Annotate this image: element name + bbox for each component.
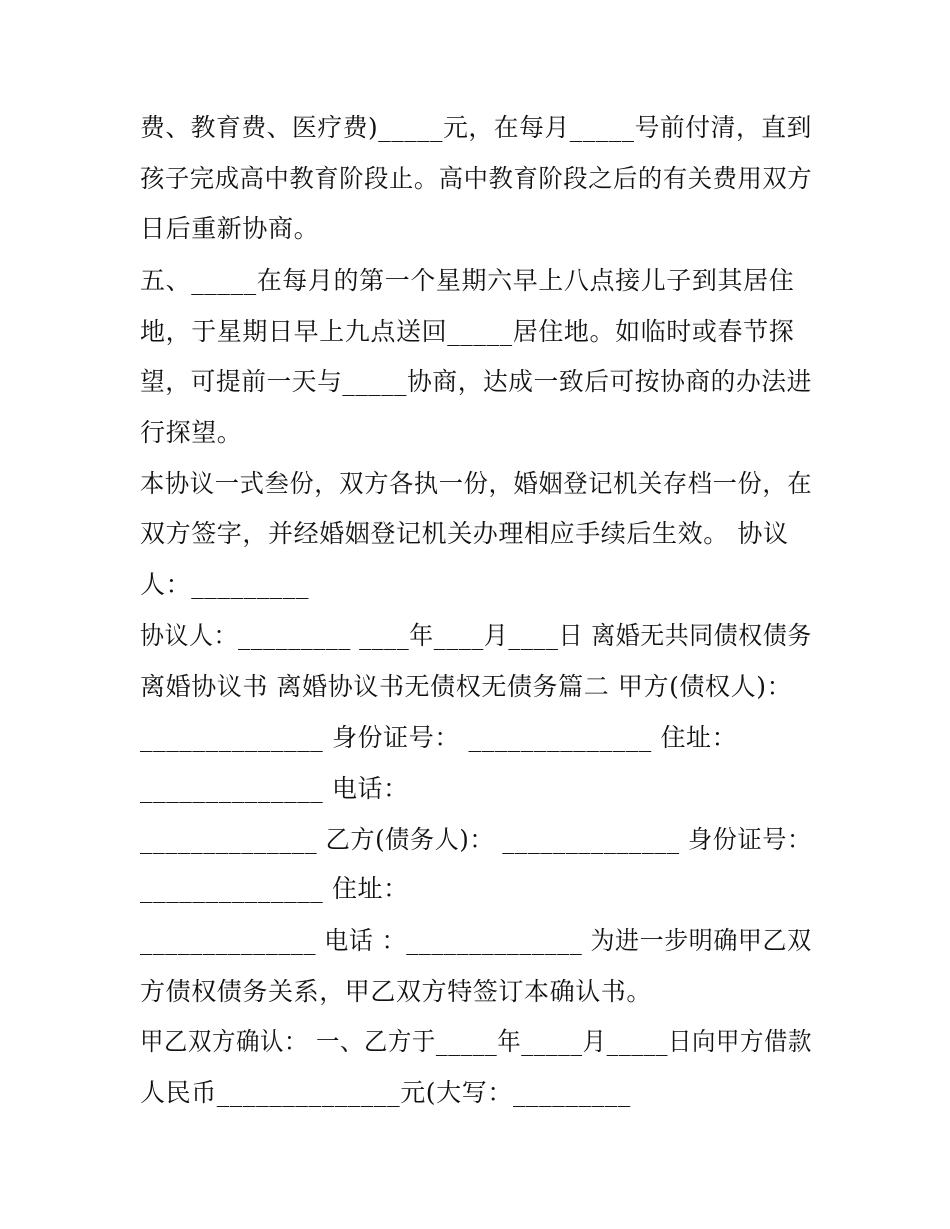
- text-line: 孩子完成高中教育阶段止。高中教育阶段之后的有关费用双方: [140, 164, 813, 193]
- text-line: 五、_____在每月的第一个星期六早上八点接儿子到其居住: [140, 266, 795, 295]
- text-line: 日后重新协商。: [140, 214, 320, 243]
- text-line: ______________ 身份证号： ______________ 住址：: [140, 723, 738, 752]
- text-line: 甲乙双方确认： 一、乙方于_____年_____月_____日向甲方借款: [140, 1027, 813, 1056]
- text-line: ______________ 乙方(债务人)： ______________ 身份证号：: [140, 825, 812, 854]
- text-line: 望，可提前一天与_____协商，达成一致后可按协商的办法进: [140, 367, 812, 396]
- text-line: ______________ 住址：: [140, 874, 409, 903]
- text-line: 人：_________: [140, 570, 310, 599]
- text-line: 协议人：_________ ____年____月____日 离婚无共同债权债务: [140, 621, 812, 650]
- text-line: 双方签字，并经婚姻登记机关办理相应手续后生效。 协议: [140, 519, 789, 548]
- text-line: 离婚协议书 离婚协议书无债权无债务篇二 甲方(债权人)：: [140, 672, 793, 701]
- text-line: ______________ 电话：: [140, 774, 409, 803]
- text-line: 费、教育费、医疗费)_____元，在每月_____号前付清，直到: [140, 113, 812, 142]
- text-line: 本协议一式叁份，双方各执一份，婚姻登记机关存档一份，在: [140, 469, 813, 498]
- text-line: 地，于星期日早上九点送回_____居住地。如临时或春节探: [140, 317, 795, 346]
- text-line: 方债权债务关系，甲乙双方特签订本确认书。: [140, 977, 653, 1006]
- text-line: 人民币______________元(大写：_________: [140, 1078, 631, 1107]
- text-line: 行探望。: [140, 418, 243, 447]
- text-line: ______________ 电话 ：______________ 为进一步明确甲乙双: [140, 926, 812, 955]
